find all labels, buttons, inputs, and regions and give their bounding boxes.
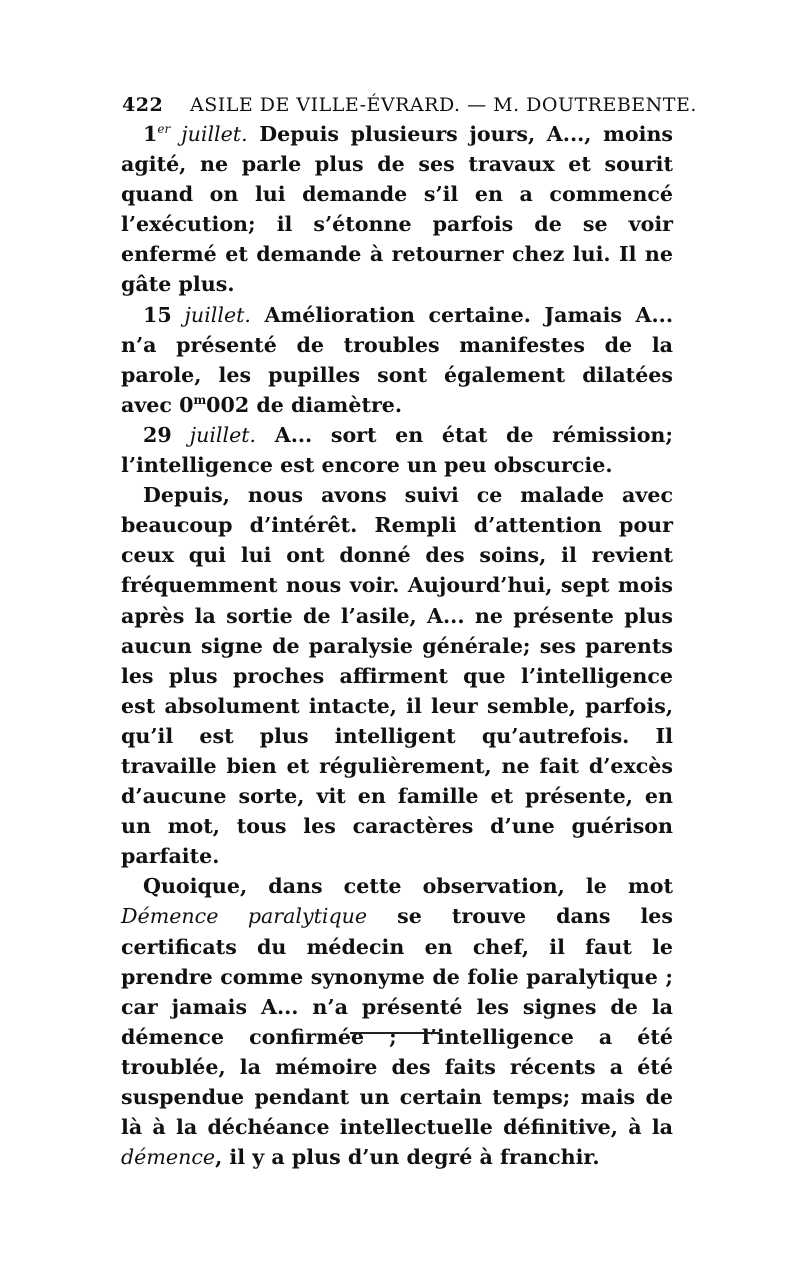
entry-29-juillet	[121, 420, 673, 480]
entry-text: Amélioration certaine. Jamais A... n’a présenté de troubles manifestes de la parole, les pupilles sont également dilatées avec 0	[121, 302, 673, 417]
page-number: 422	[122, 94, 164, 116]
page-header	[122, 94, 697, 118]
entry-date: 1er juillet.	[143, 122, 248, 146]
entry-date: 15 juillet.	[143, 302, 251, 327]
entry-15-juillet: 15 juillet. Amélioration certaine. Jamais A... n’a présenté de troubles manifestes de la parole, les pupilles sont également dilatées avec 0$^m$002 de diamètre.	[121, 302, 673, 417]
running-title: ASILE DE VILLE-ÉVRARD. — M. DOUTREBENTE.	[190, 94, 697, 116]
paragraph-depuis: Depuis, nous avons suivi ce malade avec beaucoup d’intérêt. Rempli d’attention pour ceux qui lui ont donné des soins, il revient fréquemment nous voir. Aujourd’hui, sept mois après la sortie de l’asile, A... ne présente plus aucun signe de paralysie générale; ses parents les plus proches affirment que l’intelligence est absolument intacte, il leur semble, parfois, qu’il est plus intelligent qu’autrefois. Il travaille bien et régulièrement, ne fait d’excès d’aucune sorte, vit en famille et présente, en un mot, tous les caractères d’une guérison parfaite.	[121, 483, 673, 869]
section-end-rule	[350, 1032, 440, 1034]
entry-text: A... sort en état de rémission; l’intelligence est encore un peu obscurcie.	[121, 422, 674, 478]
entry-text: Depuis plusieurs jours, A..., moins agité, ne parle plus de ses travaux et sourit quand on lui demande s’il en a commencé l’exécution; il s’étonne parfois de se voir enfermé et demande à retourner chez lui. Il ne gâte plus.	[121, 122, 674, 297]
paragraph-quoique: Quoique, dans cette observation, le mot Démence paralytique se trouve dans les certificats du médecin en chef, il faut le prendre comme synonyme de folie paralytique ; car jamais A... n’a présenté les signes de la démence confirmée ; l’intelligence a été troublée, la mémoire des faits récents a été suspendue pendant un certain temps; mais de là à la déchéance intellectuelle définitive, à la démence, il y a plus d’un degré à franchir.	[121, 874, 673, 1170]
entry-date: 29 juillet.	[143, 422, 257, 447]
body-text	[121, 119, 673, 1172]
entry-1-juillet	[121, 119, 673, 300]
